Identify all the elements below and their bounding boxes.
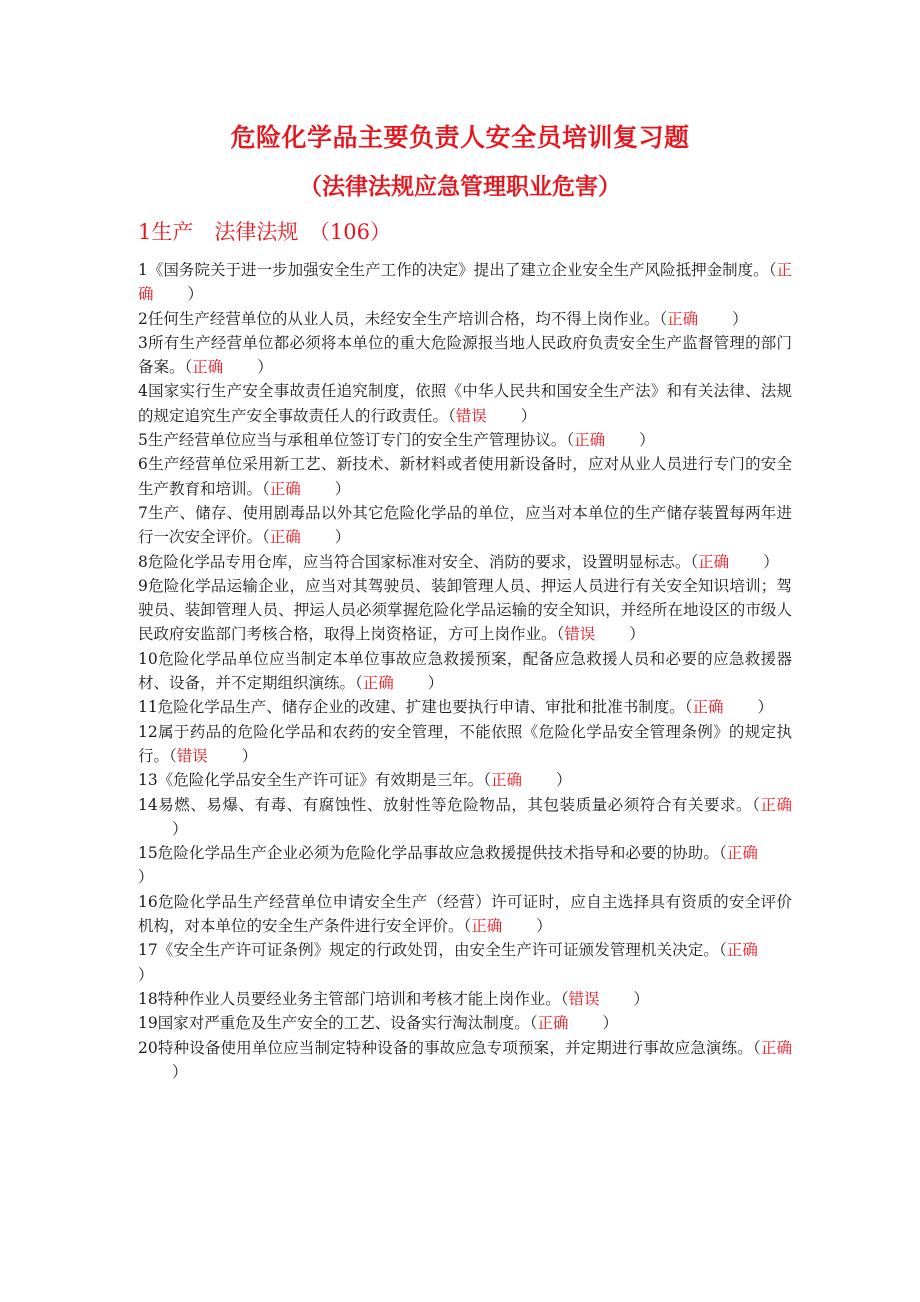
answer-close-paren: ）: [138, 868, 154, 887]
answer-open-paren: （: [718, 844, 727, 863]
question-text: 4国家实行生产安全事故责任追究制度，依照《中华人民共和国安全生产法》和有关法律、法规的规定追究生产安全事故责任人的行政责任。: [138, 382, 792, 425]
answer-text: 正确: [269, 528, 301, 547]
answer-open-paren: （: [684, 698, 693, 717]
answer-close-paren: ）: [757, 698, 774, 717]
question-item: [138, 987, 792, 1011]
answer-close-paren: ）: [172, 1062, 188, 1081]
answer-close-paren: ）: [629, 625, 645, 644]
question-text: 14易燃、易爆、有毒、有腐蚀性、放射性等危险物品，其包装质量必须符合有关要求。: [138, 795, 753, 814]
answer-text: 正确: [269, 479, 301, 498]
answer-open-paren: （: [752, 1038, 761, 1057]
answer-text: 正确: [692, 698, 724, 717]
question-text: 8危险化学品专用仓库，应当符合国家标准对安全、消防的要求，设置明显标志。: [138, 552, 691, 571]
answer-text: 正确: [698, 552, 730, 571]
answer-close-paren: ）: [427, 674, 444, 693]
answer-open-paren: （: [768, 261, 777, 279]
answer-open-paren: （: [463, 917, 472, 936]
answer-close-paren: ）: [241, 746, 258, 765]
answer-text: 错误: [455, 406, 487, 425]
answer-close-paren: ）: [602, 1014, 619, 1033]
question-text: 18特种作业人员要经业务主管部门培训和考核才能上岗作业。: [138, 989, 561, 1008]
answer-open-paren: （: [659, 309, 668, 328]
question-list: [138, 258, 792, 1084]
question-item: [138, 647, 792, 696]
question-text: 12属于药品的危险化学品和农药的安全管理，不能依照《危险化学品安全管理条例》的规定执行。: [138, 722, 792, 765]
answer-open-paren: （: [355, 674, 363, 693]
question-text: 3所有生产经营单位都必须将本单位的重大危险源报当地人民政府负责安全生产监督管理的部门备案。: [138, 333, 792, 377]
question-item: [138, 1011, 792, 1035]
question-text: 1《国务院关于进一步加强安全生产工作的决定》提出了建立企业安全生产风险抵押金制度。: [138, 261, 769, 279]
question-item: [138, 379, 792, 428]
answer-text: 正确: [760, 795, 792, 814]
question-text: 10危险化学品单位应当制定本单位事故应急救援预案，配备应急救援人员和必要的应急救援器材、设备，并不定期组织演练。: [138, 649, 792, 693]
document-subtitle: （法律法规应急管理职业危害）: [299, 174, 621, 200]
answer-text: 正确: [726, 941, 758, 960]
answer-text: 正确: [726, 844, 758, 863]
answer-text: 正确: [760, 1038, 792, 1057]
question-item: [138, 331, 792, 380]
question-text: 6生产经营单位采用新工艺、新技术、新材料或者使用新设备时，应对从业人员进行专门的安全生产教育和培训。: [138, 455, 792, 498]
question-text: 11危险化学品生产、储存企业的改建、扩建也要执行申请、审批和批准书制度。: [138, 698, 685, 717]
answer-open-paren: （: [560, 989, 569, 1008]
answer-open-paren: （: [448, 406, 456, 425]
question-text: 13《危险化学品安全生产许可证》有效期是三年。: [138, 771, 484, 790]
answer-open-paren: （: [556, 625, 565, 644]
answer-text: 正确: [537, 1014, 569, 1033]
answer-open-paren: （: [483, 771, 491, 790]
answer-open-paren: （: [262, 528, 270, 547]
answer-open-paren: （: [184, 358, 193, 377]
question-item: [138, 938, 792, 987]
answer-close-paren: ）: [556, 771, 572, 790]
question-item: [138, 768, 792, 792]
answer-close-paren: ）: [520, 406, 537, 425]
question-text: 7生产、储存、使用剧毒品以外其它危险化学品的单位，应当对本单位的生产储存装置每两年进行一次安全评价。: [138, 503, 792, 547]
answer-close-paren: ）: [172, 819, 188, 838]
answer-open-paren: （: [690, 552, 699, 571]
answer-text: 错误: [568, 989, 600, 1008]
answer-text: 正确: [192, 358, 224, 377]
answer-close-paren: ）: [138, 965, 154, 984]
answer-close-paren: ）: [257, 358, 273, 377]
question-text: 19国家对严重危及生产安全的工艺、设备实行淘汰制度。: [138, 1014, 530, 1033]
answer-close-paren: ）: [334, 479, 351, 498]
question-item: [138, 720, 792, 769]
answer-text: 正确: [138, 261, 792, 304]
answer-open-paren: （: [262, 479, 270, 498]
question-item: [138, 258, 792, 307]
answer-close-paren: ）: [536, 917, 552, 936]
section-heading: 1生产 法律法规 （106）: [138, 220, 391, 244]
answer-text: 错误: [564, 625, 596, 644]
question-item: [138, 452, 792, 501]
answer-close-paren: ）: [633, 989, 650, 1008]
question-item: [138, 695, 792, 719]
answer-close-paren: ）: [639, 431, 655, 450]
question-text: 17《安全生产许可证条例》规定的行政处罚，由安全生产许可证颁发管理机关决定。: [138, 941, 719, 960]
answer-open-paren: （: [529, 1014, 538, 1033]
question-item: [138, 428, 792, 452]
answer-close-paren: ）: [732, 309, 748, 328]
question-text: 20特种设备使用单位应当制定特种设备的事故应急专项预案，并定期进行事故应急演练。: [138, 1038, 753, 1057]
answer-close-paren: ）: [763, 552, 779, 571]
answer-text: 正确: [667, 309, 699, 328]
answer-text: 正确: [471, 917, 503, 936]
answer-open-paren: （: [169, 746, 177, 765]
answer-text: 正确: [362, 674, 394, 693]
question-item: [138, 890, 792, 939]
question-item: [138, 307, 792, 331]
question-text: 15危险化学品生产企业必须为危险化学品事故应急救援提供技术指导和必要的协助。: [138, 844, 719, 863]
question-item: [138, 1036, 792, 1085]
answer-text: 正确: [491, 771, 523, 790]
answer-open-paren: （: [566, 431, 575, 450]
answer-text: 错误: [176, 746, 208, 765]
question-item: [138, 841, 792, 890]
question-item: [138, 501, 792, 550]
question-item: [138, 793, 792, 842]
question-item: [138, 574, 792, 647]
question-text: 9危险化学品运输企业，应当对其驾驶员、装卸管理人员、押运人员进行有关安全知识培训；驾驶员、装卸管理人员、押运人员必须掌握危险化学品运输的安全知识，并经所在地设区的市级人民政府安监部门考核合格，取得上岗资格证，方可上岗作业。: [138, 576, 792, 644]
question-text: 16危险化学品生产经营单位申请安全生产（经营）许可证时，应自主选择具有资质的安全评价机构，对本单位的安全生产条件进行安全评价。: [138, 892, 792, 936]
answer-close-paren: ）: [334, 528, 351, 547]
answer-text: 正确: [574, 431, 606, 450]
question-text: 5生产经营单位应当与承租单位签订专门的安全生产管理协议。: [138, 431, 567, 450]
answer-open-paren: （: [752, 795, 761, 814]
answer-open-paren: （: [718, 941, 727, 960]
question-item: [138, 550, 792, 574]
answer-close-paren: ）: [187, 285, 204, 304]
document-title: 危险化学品主要负责人安全员培训复习题: [230, 123, 690, 152]
question-text: 2任何生产经营单位的从业人员，未经安全生产培训合格，均不得上岗作业。: [138, 309, 660, 328]
